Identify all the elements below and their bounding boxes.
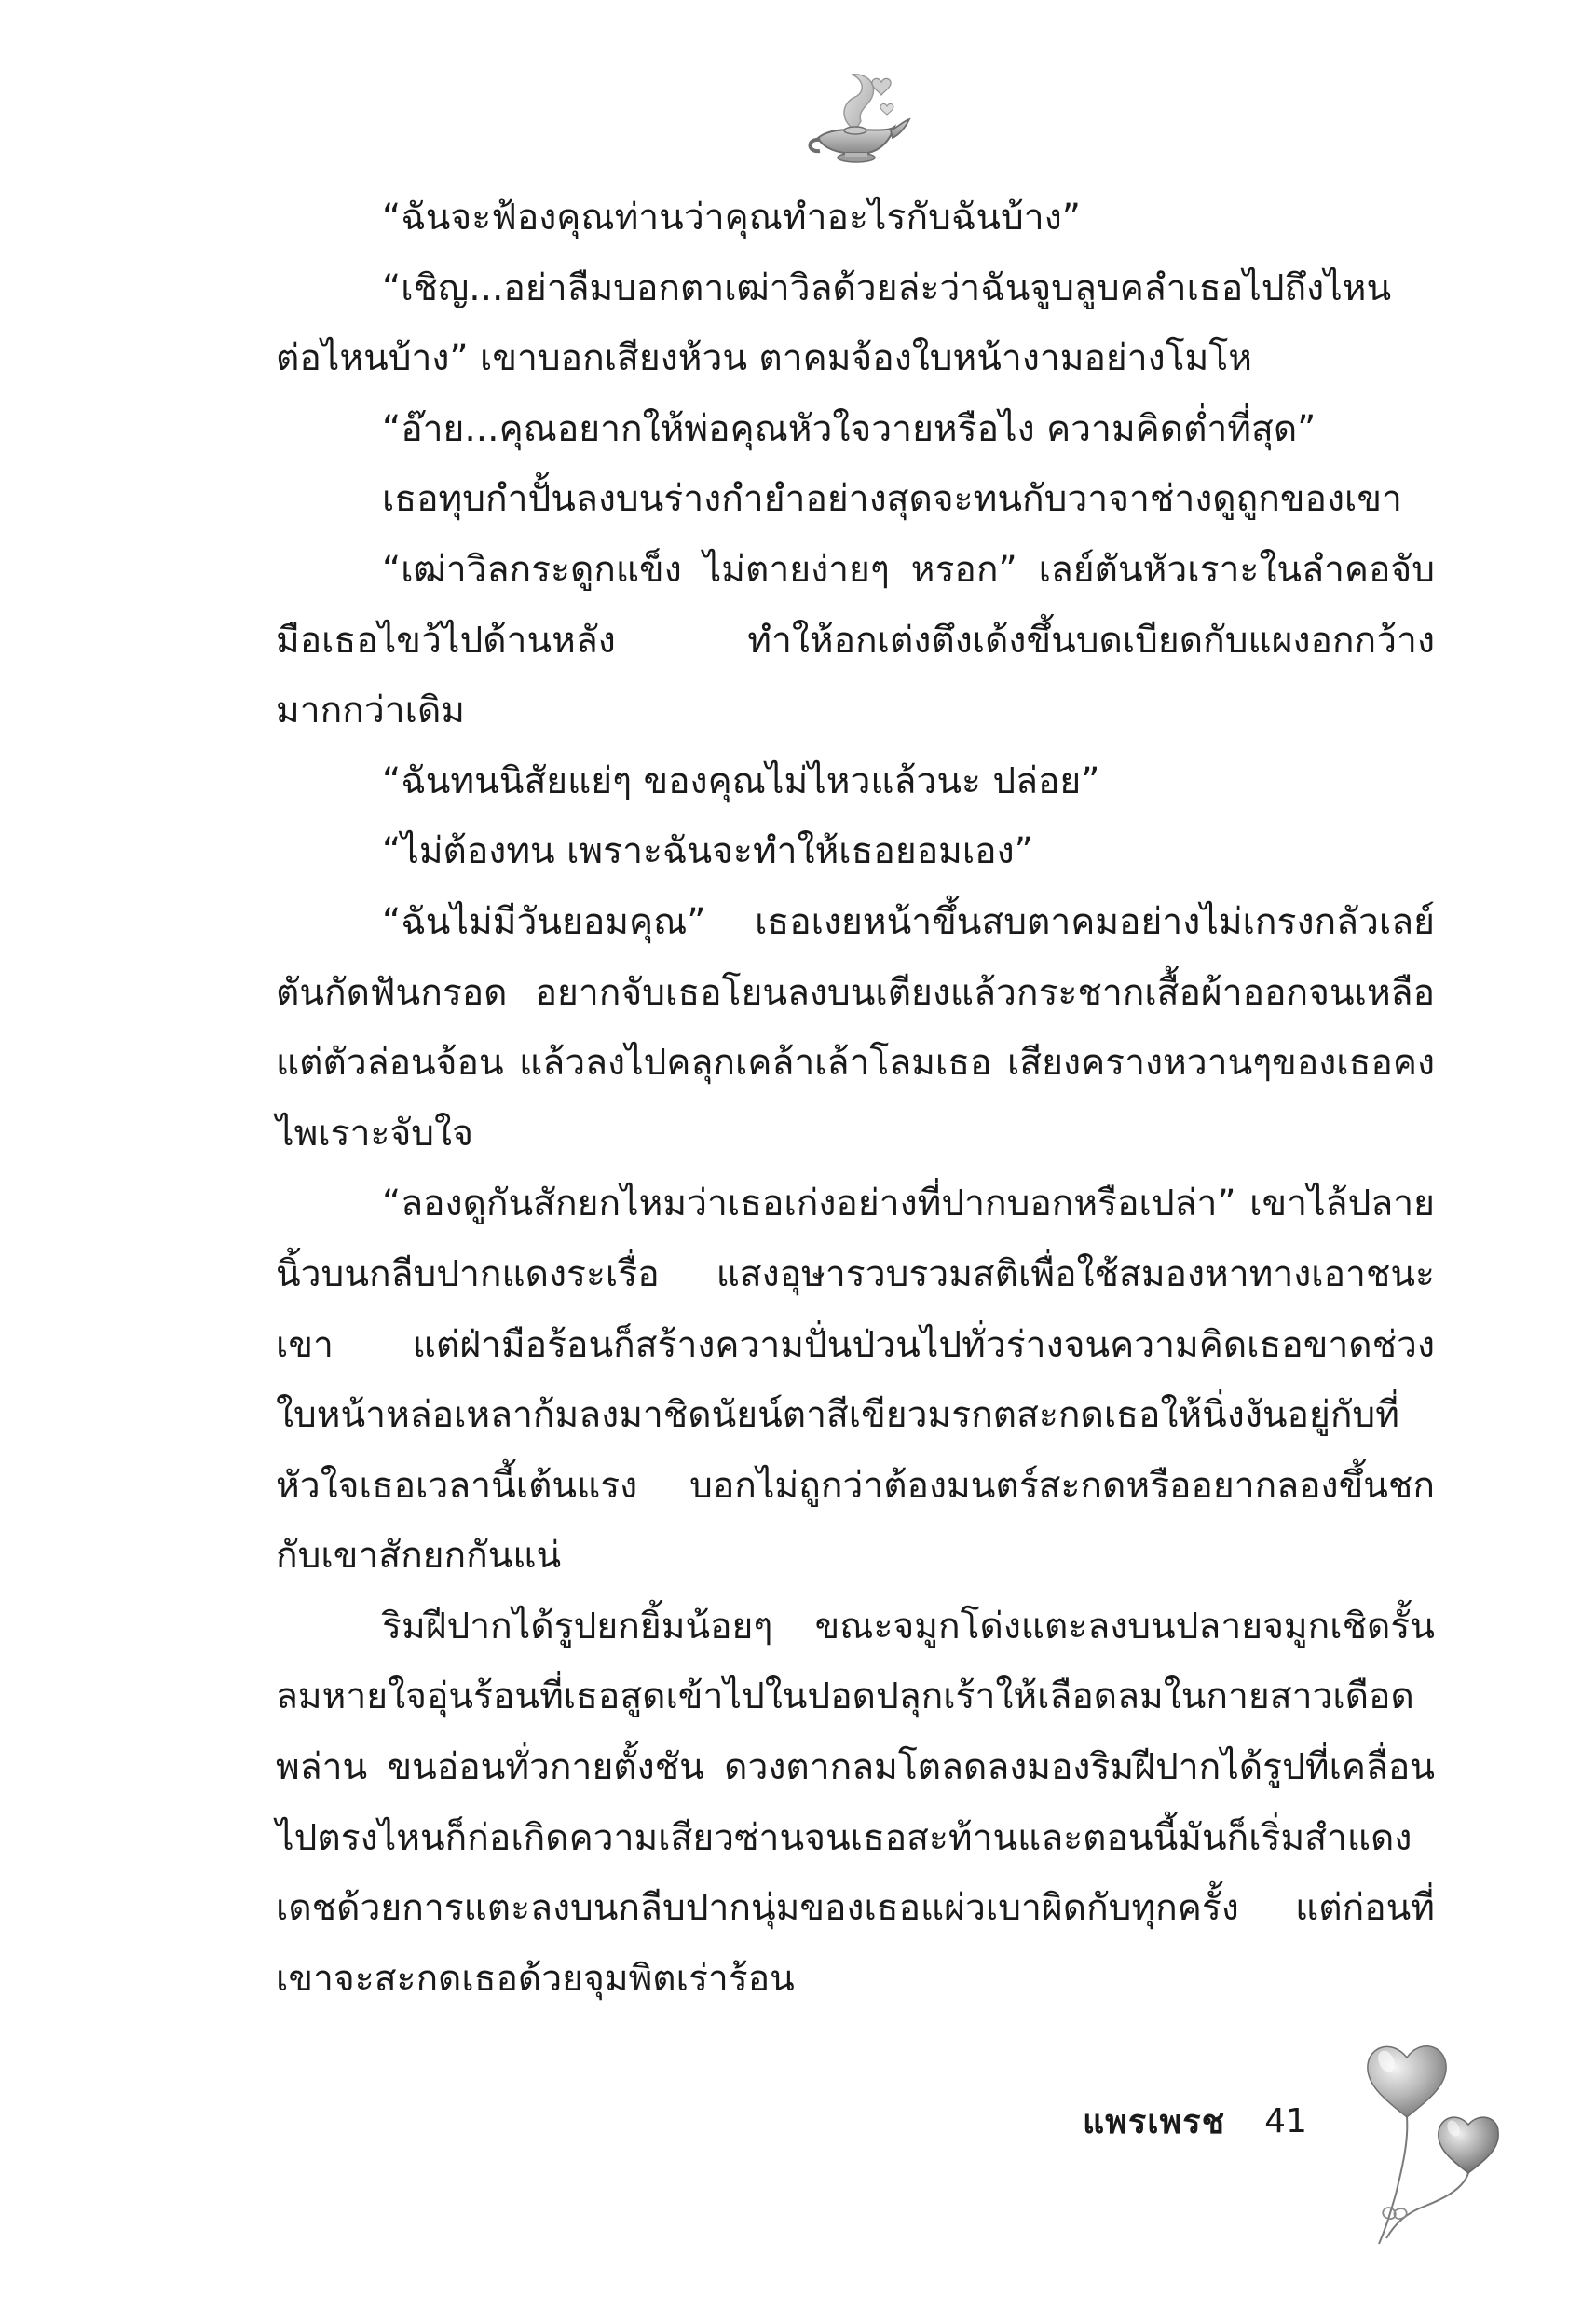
story-text [276, 183, 1435, 2014]
paragraph: “ลองดูกันสักยกไหมว่าเธอเก่งอย่างที่ปากบอกหรือเปล่า” เขาไล้ปลายนิ้วบนกลีบปากแดงระเรื่อ แสงอุษารวบรวมสติเพื่อใช้สมองหาทางเอาชนะเขา แต่ฝ่ามือร้อนก็สร้างความปั่นป่วนไปทั่วร่างจนความคิดเธอขาดช่วง ใบหน้าหล่อเหลาก้มลงมาชิดนัยน์ตาสีเขียวมรกตสะกดเธอให้นิ่งงันอยู่กับที่ หัวใจเธอเวลานี้เต้นแรง บอกไม่ถูกว่าต้องมนตร์สะกดหรืออยากลองขึ้นชกกับเขาสักยกกันแน่ [276, 1183, 1435, 1578]
paragraph: “ฉันจะฟ้องคุณท่านว่าคุณทำอะไรกับฉันบ้าง” [382, 197, 1081, 239]
genie-lamp-icon [801, 65, 913, 172]
paragraph: “เชิญ...อย่าลืมบอกตาเฒ่าวิลด้วยล่ะว่าฉันจูบลูบคลำเธอไปถึงไหนต่อไหนบ้าง” เขาบอกเสียงห้วน ตาคมจ้องใบหน้างามอย่างโมโห [276, 267, 1392, 380]
paragraph: ริมฝีปากได้รูปยกยิ้มน้อยๆ ขณะจมูกโด่งแตะลงบนปลายจมูกเชิดรั้น ลมหายใจอุ่นร้อนที่เธอสูดเข้าไปในปอดปลุกเร้าให้เลือดลมในกายสาวเดือดพล่าน ขนอ่อนทั่วกายตั้งชัน ดวงตากลมโตลดลงมองริมฝีปากได้รูปที่เคลื่อนไปตรงไหนก็ก่อเกิดความเสียวซ่านจนเธอสะท้านและตอนนี้มันก็เริ่มสำแดงเดชด้วยการแตะลงบนกลีบปากนุ่มของเธอแผ่วเบาผิดกับทุกครั้ง แต่ก่อนที่เขาจะสะกดเธอด้วยจุมพิตเร่าร้อน [276, 1605, 1435, 2000]
page-footer [1083, 2093, 1307, 2149]
page-number: 41 [1264, 2101, 1307, 2140]
paragraph: “ฉันทนนิสัยแย่ๆ ของคุณไม่ไหวแล้วนะ ปล่อย” [382, 759, 1100, 802]
paragraph: เธอทุบกำปั้นลงบนร่างกำยำอย่างสุดจะทนกับวาจาช่างดูถูกของเขา [382, 478, 1402, 521]
paragraph: “ไม่ต้องทน เพราะฉันจะทำให้เธอยอมเอง” [382, 830, 1033, 873]
paragraph: “ฉันไม่มีวันยอมคุณ” เธอเงยหน้าขึ้นสบตาคมอย่างไม่เกรงกลัวเลย์ตันกัดฟันกรอด อยากจับเธอโยนลงบนเตียงแล้วกระชากเสื้อผ้าออกจนเหลือแต่ตัวล่อนจ้อน แล้วลงไปคลุกเคล้าเล้าโลมเธอ เสียงครางหวานๆของเธอคงไพเราะจับใจ [276, 900, 1435, 1155]
book-title: แพรเพรช [1083, 2102, 1226, 2141]
paragraph: “อ๊าย...คุณอยากให้พ่อคุณหัวใจวายหรือไง ความคิดต่ำที่สุด” [382, 407, 1316, 450]
paragraph: “เฒ่าวิลกระดูกแข็ง ไม่ตายง่ายๆ หรอก” เลย์ตันหัวเราะในลำคอจับมือเธอไขว้ไปด้านหลัง ทำให้อกเต่งตึงเด้งขึ้นบดเบียดกับแผงอกกว้างมากกว่าเดิม [276, 548, 1435, 732]
heart-balloons-icon [1358, 2031, 1517, 2246]
